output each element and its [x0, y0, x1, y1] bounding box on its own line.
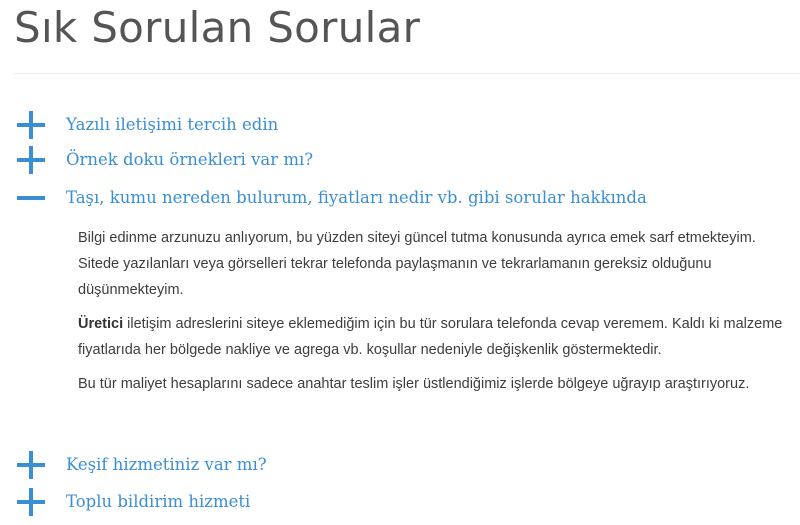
- faq-item-kesif-hizmeti[interactable]: [16, 450, 776, 480]
- faq-item-toplu-bildirim[interactable]: [16, 487, 776, 517]
- answer-paragraph: [78, 311, 788, 363]
- faq-question[interactable]: Toplu bildirim hizmeti: [66, 492, 251, 511]
- answer-text: iletişim adreslerini siteye eklemediğim için bu tür sorulara telefonda cevap veremem. Kaldı ki malzeme fiyatlarıda her bölgede nakliye ve agrega vb. koşullar nedeniyle değişkenlik göstermektedir.: [78, 316, 783, 358]
- answer-bold-text: Üretici: [78, 316, 124, 332]
- faq-question[interactable]: Yazılı iletişimi tercih edin: [66, 115, 279, 134]
- plus-icon[interactable]: [16, 487, 46, 517]
- faq-question[interactable]: Taşı, kumu nereden bulurum, fiyatları nedir vb. gibi sorular hakkında: [66, 188, 647, 207]
- answer-paragraph: Bilgi edinme arzunuzu anlıyorum, bu yüzden siteyi güncel tutma konusunda ayrıca emek sarf etmekteyim. Sitede yazılanları veya görselleri tekrar telefonda paylaşmanın ve tekrarlamanın gereksiz olduğunu düşünmekteyim.: [78, 230, 756, 298]
- page-title: Sık Sorulan Sorular: [14, 3, 421, 52]
- answer-paragraph: Bu tür maliyet hesaplarını sadece anahtar teslim işler üstlendiğimiz işlerde bölgeye uğrayıp araştırıyoruz.: [78, 376, 750, 392]
- faq-question[interactable]: Keşif hizmetiniz var mı?: [66, 455, 267, 474]
- plus-icon[interactable]: [16, 145, 46, 175]
- plus-icon[interactable]: [16, 110, 46, 140]
- faq-question[interactable]: Örnek doku örnekleri var mı?: [66, 150, 314, 169]
- faq-answer-panel: [78, 225, 788, 405]
- faq-item-yazili-iletisim[interactable]: [16, 110, 776, 140]
- minus-icon[interactable]: [16, 183, 46, 213]
- faq-item-ornek-doku[interactable]: [16, 145, 776, 175]
- faq-item-tasi-kumu[interactable]: [16, 183, 776, 213]
- plus-icon[interactable]: [16, 450, 46, 480]
